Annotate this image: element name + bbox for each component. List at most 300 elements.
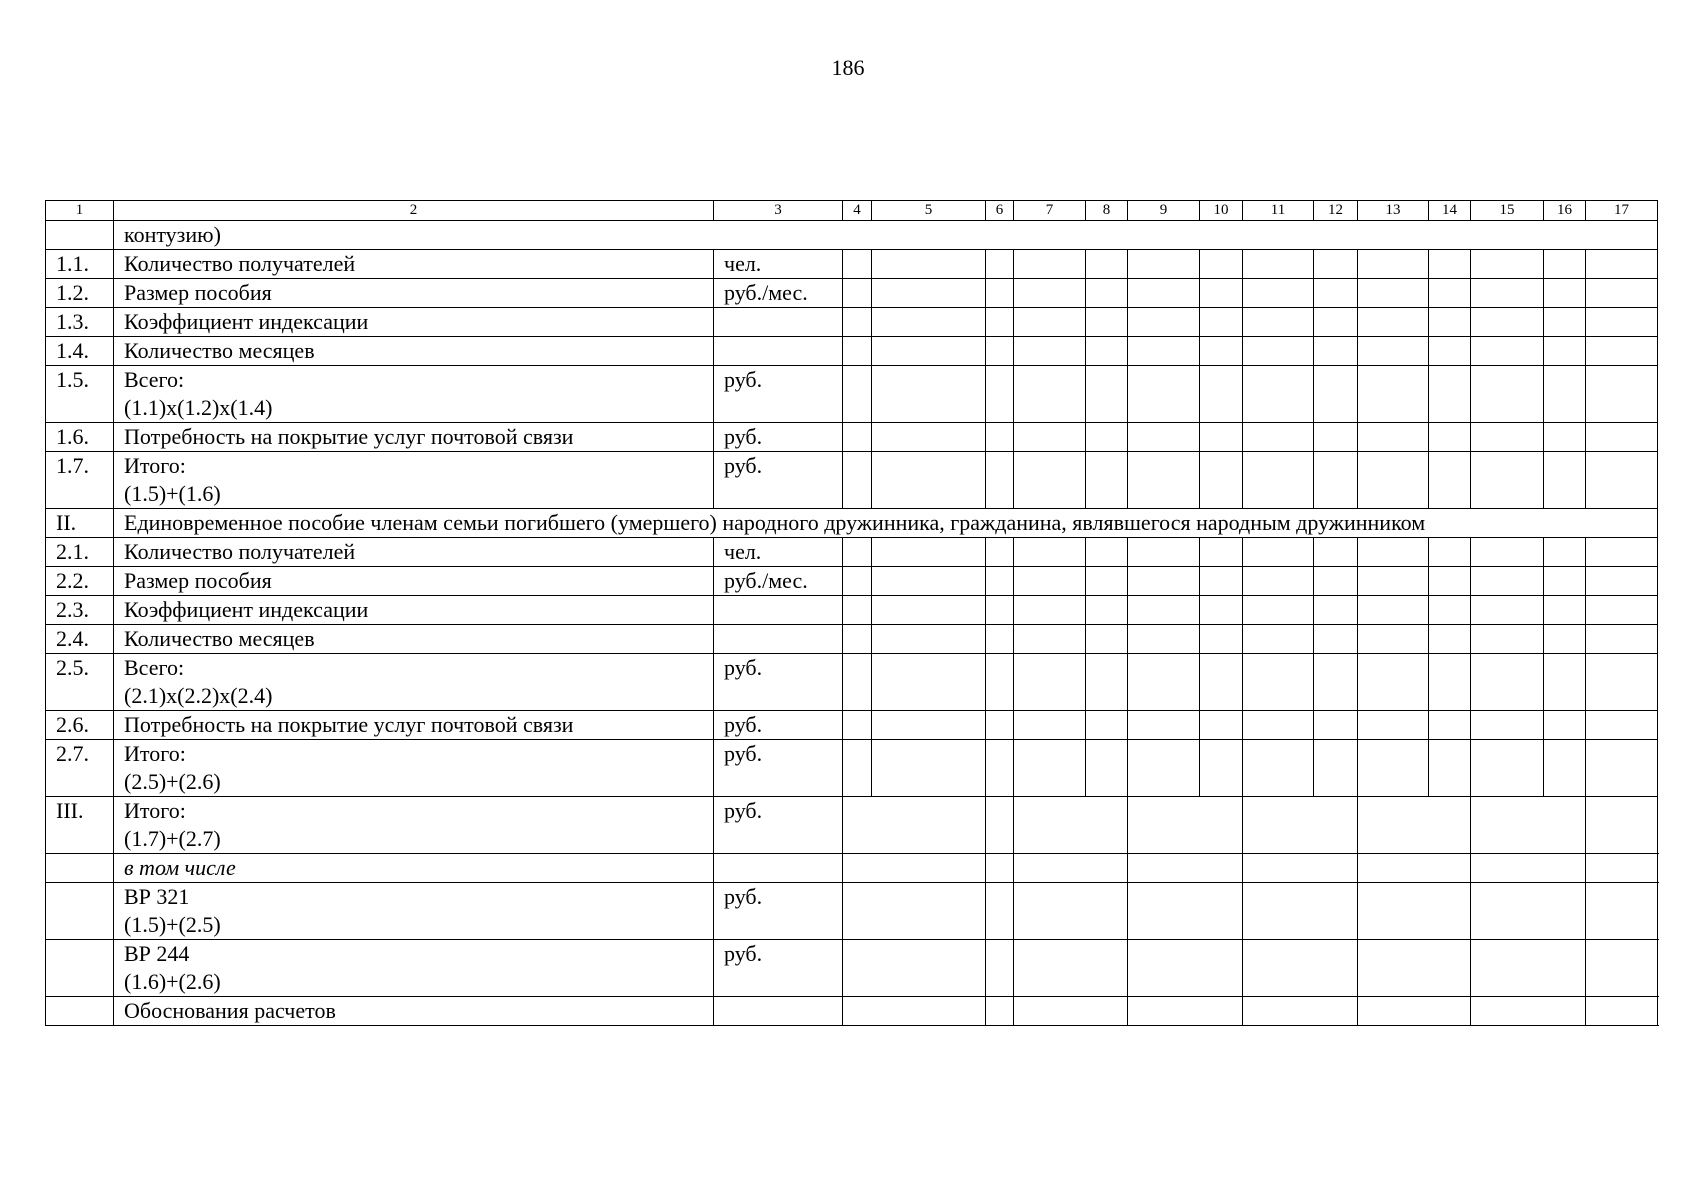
cell-line: Потребность на покрытие услуг почтовой связи xyxy=(124,424,574,449)
row-number xyxy=(46,625,114,654)
empty-cell xyxy=(1200,625,1243,654)
table-row xyxy=(46,423,1658,452)
empty-cell xyxy=(1586,538,1658,567)
empty-cell xyxy=(1086,567,1128,596)
empty-cell xyxy=(1314,279,1358,308)
empty-cell xyxy=(1471,538,1544,567)
cell-line: 1.2. xyxy=(56,280,89,305)
empty-cell xyxy=(1358,854,1471,883)
empty-cell xyxy=(1243,337,1314,366)
empty-cell xyxy=(843,250,872,279)
row-unit xyxy=(714,940,843,997)
continuation-text xyxy=(114,221,1658,250)
column-number: 9 xyxy=(1128,201,1200,221)
empty-cell xyxy=(872,567,986,596)
empty-cell xyxy=(46,221,114,250)
empty-cell xyxy=(1544,279,1586,308)
row-description xyxy=(114,279,714,308)
total-row xyxy=(46,797,1658,854)
empty-cell xyxy=(1586,940,1658,997)
header-row xyxy=(46,201,1658,221)
empty-cell xyxy=(1128,308,1200,337)
empty-cell xyxy=(1544,740,1586,797)
empty-cell xyxy=(843,854,986,883)
calculation-table xyxy=(45,200,1658,1026)
empty-cell xyxy=(986,997,1014,1026)
row-description xyxy=(114,337,714,366)
empty-cell xyxy=(1086,366,1128,423)
cell-line: Коэффициент индексации xyxy=(124,309,369,334)
cell-line: Коэффициент индексации xyxy=(124,597,369,622)
empty-cell xyxy=(1128,567,1200,596)
continuation-row xyxy=(46,221,1658,250)
empty-cell xyxy=(1086,337,1128,366)
empty-cell xyxy=(1358,567,1429,596)
empty-cell xyxy=(1243,596,1314,625)
empty-cell xyxy=(843,366,872,423)
cell-line: Обоснования расчетов xyxy=(124,998,336,1023)
empty-cell xyxy=(1200,596,1243,625)
row-unit xyxy=(714,366,843,423)
cell-line: 2.3. xyxy=(56,597,89,622)
empty-cell xyxy=(1429,423,1471,452)
table-row xyxy=(46,452,1658,509)
empty-cell xyxy=(1471,625,1544,654)
cell-line: 1.6. xyxy=(56,424,89,449)
empty-cell xyxy=(986,366,1014,423)
empty-cell xyxy=(1200,308,1243,337)
empty-cell xyxy=(1586,625,1658,654)
empty-cell xyxy=(1471,854,1586,883)
empty-cell xyxy=(1243,625,1314,654)
empty-cell xyxy=(1200,279,1243,308)
empty-cell xyxy=(843,625,872,654)
cell-line: (2.1)х(2.2)х(2.4) xyxy=(124,683,273,708)
empty-cell xyxy=(1429,711,1471,740)
empty-cell xyxy=(1358,940,1471,997)
column-number: 6 xyxy=(986,201,1014,221)
row-unit xyxy=(714,308,843,337)
empty-cell xyxy=(1429,250,1471,279)
empty-cell xyxy=(1086,740,1128,797)
empty-cell xyxy=(843,308,872,337)
empty-cell xyxy=(1314,423,1358,452)
empty-cell xyxy=(843,883,986,940)
row-unit xyxy=(714,625,843,654)
empty-cell xyxy=(1471,250,1544,279)
empty-cell xyxy=(1314,625,1358,654)
empty-cell xyxy=(986,423,1014,452)
empty-cell xyxy=(1243,308,1314,337)
empty-cell xyxy=(1014,997,1128,1026)
empty-cell xyxy=(1358,654,1429,711)
empty-cell xyxy=(1471,337,1544,366)
cell-line: контузию) xyxy=(124,222,221,247)
empty-cell xyxy=(1586,308,1658,337)
empty-cell xyxy=(1429,567,1471,596)
empty-cell xyxy=(843,423,872,452)
row-description xyxy=(114,308,714,337)
empty-cell xyxy=(872,654,986,711)
empty-cell xyxy=(1243,423,1314,452)
row-description xyxy=(114,854,714,883)
empty-cell xyxy=(1128,625,1200,654)
empty-cell xyxy=(1200,538,1243,567)
empty-cell xyxy=(1358,366,1429,423)
empty-cell xyxy=(1128,883,1243,940)
table-row xyxy=(46,366,1658,423)
row-number xyxy=(46,308,114,337)
cell-line: Итого: xyxy=(124,453,186,478)
row-number xyxy=(46,279,114,308)
empty-cell xyxy=(1014,883,1128,940)
cell-line: руб. xyxy=(724,941,763,966)
empty-cell xyxy=(986,711,1014,740)
row-number xyxy=(46,509,114,538)
empty-cell xyxy=(986,940,1014,997)
empty-cell xyxy=(872,366,986,423)
cell-line: (1.6)+(2.6) xyxy=(124,969,221,994)
empty-cell xyxy=(1358,883,1471,940)
empty-cell xyxy=(843,711,872,740)
empty-cell xyxy=(1358,308,1429,337)
column-number: 5 xyxy=(872,201,986,221)
cell-line: 2.7. xyxy=(56,741,89,766)
cell-line: руб./мес. xyxy=(724,280,808,305)
empty-cell xyxy=(1471,711,1544,740)
empty-cell xyxy=(872,625,986,654)
empty-cell xyxy=(1243,654,1314,711)
empty-cell xyxy=(1086,625,1128,654)
empty-cell xyxy=(1429,654,1471,711)
empty-cell xyxy=(1128,654,1200,711)
empty-cell xyxy=(1243,854,1358,883)
cell-line: ВР 321 xyxy=(124,884,190,909)
cell-line: руб. xyxy=(724,741,763,766)
cell-line: Всего: xyxy=(124,367,185,392)
row-number xyxy=(46,337,114,366)
cell-line: (1.1)х(1.2)х(1.4) xyxy=(124,395,273,420)
empty-cell xyxy=(1314,452,1358,509)
row-number xyxy=(46,854,114,883)
empty-cell xyxy=(1544,596,1586,625)
empty-cell xyxy=(1086,423,1128,452)
empty-cell xyxy=(1014,567,1086,596)
empty-cell xyxy=(1429,337,1471,366)
empty-cell xyxy=(1429,308,1471,337)
empty-cell xyxy=(986,740,1014,797)
empty-cell xyxy=(1544,308,1586,337)
empty-cell xyxy=(1358,711,1429,740)
empty-cell xyxy=(1429,625,1471,654)
empty-cell xyxy=(1358,740,1429,797)
empty-cell xyxy=(1200,654,1243,711)
empty-cell xyxy=(1586,366,1658,423)
empty-cell xyxy=(1128,596,1200,625)
empty-cell xyxy=(1544,625,1586,654)
empty-cell xyxy=(1314,250,1358,279)
empty-cell xyxy=(1128,452,1200,509)
column-number: 10 xyxy=(1200,201,1243,221)
row-number xyxy=(46,452,114,509)
row-number xyxy=(46,654,114,711)
column-number: 3 xyxy=(714,201,843,221)
column-number: 7 xyxy=(1014,201,1086,221)
column-number: 16 xyxy=(1544,201,1586,221)
empty-cell xyxy=(1128,423,1200,452)
column-number: 4 xyxy=(843,201,872,221)
empty-cell xyxy=(872,596,986,625)
empty-cell xyxy=(1128,366,1200,423)
row-number xyxy=(46,250,114,279)
table-row xyxy=(46,337,1658,366)
section-header-row xyxy=(46,509,1658,538)
cell-line: руб. xyxy=(724,424,763,449)
empty-cell xyxy=(1014,625,1086,654)
cell-line: Всего: xyxy=(124,655,185,680)
table-row xyxy=(46,567,1658,596)
empty-cell xyxy=(1200,740,1243,797)
cell-line: III. xyxy=(56,798,84,823)
empty-cell xyxy=(1586,250,1658,279)
cell-line: 1.4. xyxy=(56,338,89,363)
cell-line: 2.2. xyxy=(56,568,89,593)
row-unit xyxy=(714,711,843,740)
empty-cell xyxy=(1014,711,1086,740)
row-unit xyxy=(714,854,843,883)
empty-cell xyxy=(1314,596,1358,625)
empty-cell xyxy=(986,883,1014,940)
row-number xyxy=(46,567,114,596)
empty-cell xyxy=(986,797,1014,854)
empty-cell xyxy=(1243,940,1358,997)
empty-cell xyxy=(1014,654,1086,711)
empty-cell xyxy=(1200,337,1243,366)
row-unit xyxy=(714,423,843,452)
empty-cell xyxy=(1128,337,1200,366)
column-number: 12 xyxy=(1314,201,1358,221)
empty-cell xyxy=(1471,308,1544,337)
empty-cell xyxy=(1358,538,1429,567)
empty-cell xyxy=(1014,279,1086,308)
row-number xyxy=(46,940,114,997)
empty-cell xyxy=(986,250,1014,279)
empty-cell xyxy=(843,740,872,797)
empty-cell xyxy=(1014,337,1086,366)
empty-cell xyxy=(843,797,986,854)
empty-cell xyxy=(872,538,986,567)
row-unit xyxy=(714,997,843,1026)
empty-cell xyxy=(1128,740,1200,797)
row-description xyxy=(114,538,714,567)
empty-cell xyxy=(1358,625,1429,654)
empty-cell xyxy=(1014,308,1086,337)
empty-cell xyxy=(1471,366,1544,423)
empty-cell xyxy=(843,654,872,711)
empty-cell xyxy=(1586,279,1658,308)
empty-cell xyxy=(1086,452,1128,509)
cell-line: 1.1. xyxy=(56,251,89,276)
row-description xyxy=(114,423,714,452)
cell-line: (1.5)+(1.6) xyxy=(124,481,221,506)
empty-cell xyxy=(1471,797,1586,854)
cell-line: 1.3. xyxy=(56,309,89,334)
cell-line: Размер пособия xyxy=(124,280,272,305)
row-description xyxy=(114,797,714,854)
empty-cell xyxy=(1471,940,1586,997)
empty-cell xyxy=(843,997,986,1026)
empty-cell xyxy=(1429,740,1471,797)
cell-line: (1.7)+(2.7) xyxy=(124,826,221,851)
row-number xyxy=(46,366,114,423)
empty-cell xyxy=(872,452,986,509)
empty-cell xyxy=(986,854,1014,883)
empty-cell xyxy=(1128,250,1200,279)
table-row xyxy=(46,654,1658,711)
empty-cell xyxy=(986,567,1014,596)
row-description xyxy=(114,250,714,279)
empty-cell xyxy=(1314,567,1358,596)
empty-cell xyxy=(986,538,1014,567)
row-number xyxy=(46,740,114,797)
cell-line: руб. xyxy=(724,712,763,737)
empty-cell xyxy=(872,711,986,740)
cell-line: чел. xyxy=(724,251,762,276)
empty-cell xyxy=(843,538,872,567)
empty-cell xyxy=(1014,596,1086,625)
empty-cell xyxy=(1544,423,1586,452)
empty-cell xyxy=(1243,797,1358,854)
empty-cell xyxy=(1471,740,1544,797)
cell-line: руб. xyxy=(724,453,763,478)
empty-cell xyxy=(843,279,872,308)
total-row xyxy=(46,883,1658,940)
empty-cell xyxy=(843,940,986,997)
total-row xyxy=(46,854,1658,883)
empty-cell xyxy=(986,308,1014,337)
cell-line: 2.5. xyxy=(56,655,89,680)
cell-line: Количество получателей xyxy=(124,251,356,276)
row-unit xyxy=(714,538,843,567)
empty-cell xyxy=(986,654,1014,711)
empty-cell xyxy=(1544,366,1586,423)
row-unit xyxy=(714,567,843,596)
empty-cell xyxy=(1243,250,1314,279)
empty-cell xyxy=(1200,423,1243,452)
section-title xyxy=(114,509,1658,538)
empty-cell xyxy=(1471,883,1586,940)
empty-cell xyxy=(1586,997,1658,1026)
row-description xyxy=(114,452,714,509)
empty-cell xyxy=(1128,711,1200,740)
empty-cell xyxy=(1314,538,1358,567)
empty-cell xyxy=(1544,711,1586,740)
empty-cell xyxy=(1086,538,1128,567)
empty-cell xyxy=(872,337,986,366)
row-number xyxy=(46,423,114,452)
empty-cell xyxy=(1471,279,1544,308)
empty-cell xyxy=(986,279,1014,308)
empty-cell xyxy=(872,279,986,308)
row-unit xyxy=(714,797,843,854)
empty-cell xyxy=(1358,997,1471,1026)
table-row xyxy=(46,538,1658,567)
empty-cell xyxy=(1243,366,1314,423)
empty-cell xyxy=(986,596,1014,625)
empty-cell xyxy=(1014,940,1128,997)
empty-cell xyxy=(1314,654,1358,711)
empty-cell xyxy=(843,596,872,625)
empty-cell xyxy=(1471,654,1544,711)
empty-cell xyxy=(1014,538,1086,567)
empty-cell xyxy=(1358,250,1429,279)
table-row xyxy=(46,279,1658,308)
table-row xyxy=(46,250,1658,279)
empty-cell xyxy=(872,740,986,797)
empty-cell xyxy=(843,452,872,509)
column-number: 2 xyxy=(114,201,714,221)
empty-cell xyxy=(1314,711,1358,740)
empty-cell xyxy=(1014,452,1086,509)
empty-cell xyxy=(1243,279,1314,308)
cell-line: 2.4. xyxy=(56,626,89,651)
empty-cell xyxy=(1086,654,1128,711)
empty-cell xyxy=(1014,797,1128,854)
empty-cell xyxy=(1128,279,1200,308)
empty-cell xyxy=(1086,308,1128,337)
cell-line: руб. xyxy=(724,884,763,909)
empty-cell xyxy=(1128,538,1200,567)
empty-cell xyxy=(1586,337,1658,366)
row-unit xyxy=(714,654,843,711)
empty-cell xyxy=(1358,279,1429,308)
empty-cell xyxy=(872,308,986,337)
row-number xyxy=(46,711,114,740)
row-number xyxy=(46,538,114,567)
row-description xyxy=(114,997,714,1026)
empty-cell xyxy=(1586,797,1658,854)
empty-cell xyxy=(986,452,1014,509)
empty-cell xyxy=(1128,940,1243,997)
cell-line: руб. xyxy=(724,655,763,680)
row-description xyxy=(114,567,714,596)
empty-cell xyxy=(1586,654,1658,711)
column-number: 8 xyxy=(1086,201,1128,221)
empty-cell xyxy=(872,250,986,279)
empty-cell xyxy=(1128,797,1243,854)
row-description xyxy=(114,740,714,797)
row-number xyxy=(46,997,114,1026)
empty-cell xyxy=(1544,337,1586,366)
empty-cell xyxy=(1471,452,1544,509)
empty-cell xyxy=(1358,452,1429,509)
empty-cell xyxy=(1429,538,1471,567)
column-number: 1 xyxy=(46,201,114,221)
cell-line: Количество месяцев xyxy=(124,338,315,363)
total-row xyxy=(46,940,1658,997)
table-row xyxy=(46,740,1658,797)
empty-cell xyxy=(1586,854,1658,883)
empty-cell xyxy=(1086,279,1128,308)
empty-cell xyxy=(1471,596,1544,625)
empty-cell xyxy=(1014,854,1128,883)
column-number: 13 xyxy=(1358,201,1429,221)
empty-cell xyxy=(1586,452,1658,509)
empty-cell xyxy=(1358,423,1429,452)
row-unit xyxy=(714,740,843,797)
empty-cell xyxy=(872,423,986,452)
empty-cell xyxy=(986,625,1014,654)
